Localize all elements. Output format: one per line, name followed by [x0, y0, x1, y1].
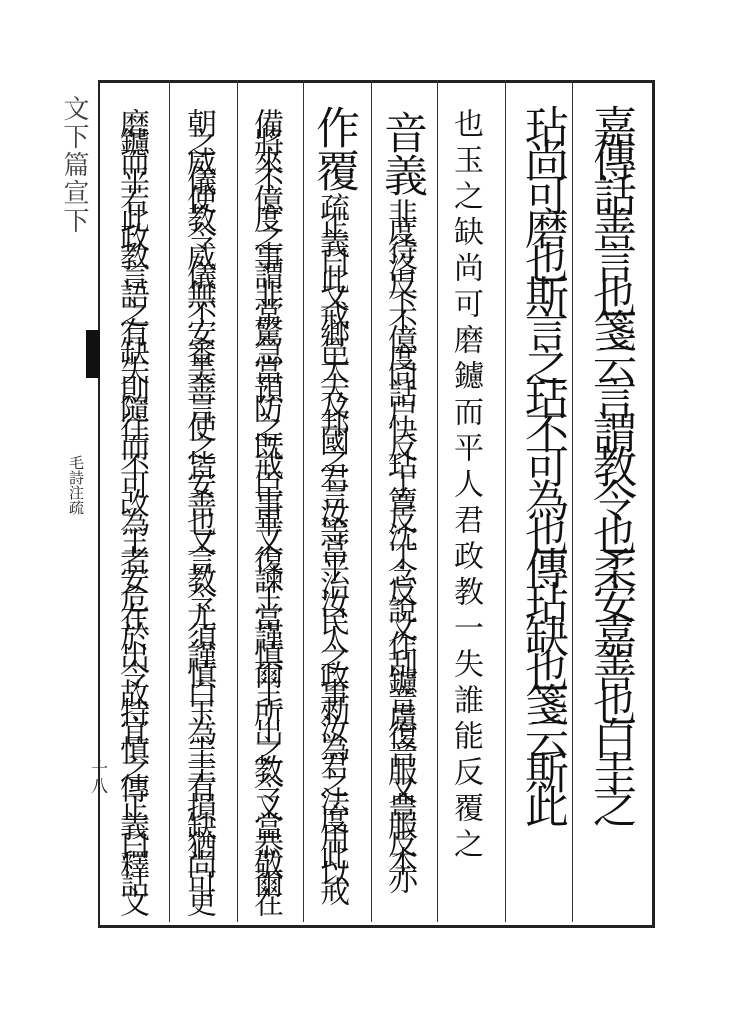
text-column-6: 備將來不億度之事謂非常驚急當預防之既戒臣事畢又復諫王當謹慎爾王所出之教令又當恭敬爾在 [248, 108, 283, 906]
text-column-4: 非度待洛反下不億度同話户快反玷丁簟反沈丁念反說文作刮鑢音慮復音服又豊服反本亦 [382, 198, 417, 882]
fishtail-mark [86, 330, 100, 378]
text-column-8: 磨鑢而平若此政教言語之有缺失則隨往而不可改為王者安危在於出令故特宜慎之傳正義曰釋詁文 [114, 108, 149, 906]
spine-book-title: 毛詩注疏 [67, 455, 85, 515]
column-rule [371, 80, 372, 922]
zuofu-shu-heading: 作覆 [308, 105, 359, 191]
column-rule [505, 80, 506, 922]
text-column-2: 玷尚可磨也斯言之玷不可為也傳玷缺也箋云斯此 [517, 104, 568, 818]
text-column-3: 也玉之缺尚可磨鑢而平人君政教一失誰能反覆之 [448, 108, 483, 864]
column-rule [303, 80, 304, 922]
text-column-7: 朝之威儀使教令威儀無不安審美善言使之皆安善也又言教令尤須謹慎白玉為圭圭有損缺猶尚可更 [181, 108, 216, 906]
column-rule [237, 80, 238, 922]
column-rule [169, 80, 170, 922]
spine-page-number: 十八 [87, 760, 107, 794]
spine-fragment-text: 文下篇宣下 [59, 95, 89, 235]
text-column-5: 疏正義曰此又戒鄉邑大夫及邦國之君言汝等當平治汝民人之政事勑汝為君之法度用此以戒 [314, 192, 349, 894]
yinyi-heading: 音義 [376, 110, 427, 196]
column-rule [572, 80, 573, 922]
column-rule [437, 80, 438, 922]
text-column-1: 嘉傳話善言也箋云言謂教令也柔安嘉善也白圭之 [585, 104, 636, 818]
